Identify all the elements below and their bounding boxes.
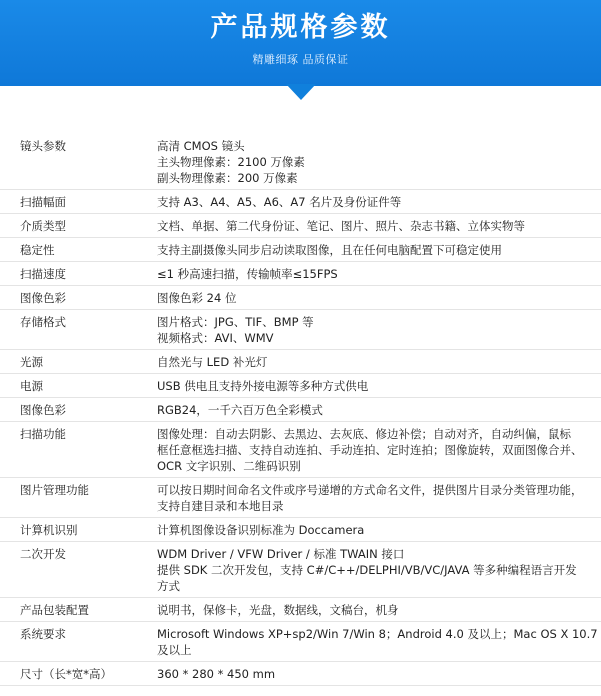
page-subtitle: 精雕细琢 品质保证 [252,53,349,66]
spec-value [157,350,601,373]
spec-label: 光源 [20,355,43,369]
spec-label: 产品包装配置 [20,603,89,617]
spec-value-line: ≤1 秒高速扫描，传输帧率≤15FPS [157,267,338,281]
spec-value [157,262,601,285]
spec-value-line: OCR 文字识别、二维码识别 [157,459,301,473]
banner-pointer-arrow [286,84,316,100]
spec-value-line: WDM Driver / VFW Driver / 标准 TWAIN 接口 [157,547,405,561]
spec-value-line: 高清 CMOS 镜头 [157,139,245,153]
spec-label: 介质类型 [20,219,66,233]
spec-value-line: RGB24，一千六百万色全彩模式 [157,403,323,417]
spec-label: 扫描幅面 [20,195,66,209]
spec-value-line: 图像处理：自动去阴影、去黑边、去灰底、修边补偿；自动对齐，自动纠偏，鼠标 [157,427,571,441]
spec-value-line: 提供 SDK 二次开发包，支持 C#/C++/DELPHI/VB/VC/JAVA 等多种编程语言开发 [157,563,577,577]
spec-row [0,422,601,478]
spec-row [0,374,601,398]
spec-label: 镜头参数 [20,139,66,153]
spec-value [157,518,601,541]
spec-label: 存储格式 [20,315,66,329]
spec-value-line: 文档、单据、第二代身份证、笔记、图片、照片、杂志书籍、立体实物等 [157,219,525,233]
spec-value [157,598,601,621]
spec-row [0,598,601,622]
spec-row [0,542,601,598]
spec-label: 扫描速度 [20,267,66,281]
spec-label: 图像色彩 [20,291,66,305]
spec-label: 二次开发 [20,547,66,561]
spec-value-line: 360 * 280 * 450 mm [157,667,276,681]
spec-value-line: 图片格式：JPG、TIF、BMP 等 [157,315,314,329]
spec-row [0,622,601,662]
spec-value-line: 及以上 [157,643,192,657]
spec-row [0,262,601,286]
spec-value-line: 方式 [157,579,180,593]
spec-row [0,662,601,686]
spec-row [0,286,601,310]
spec-value [157,190,601,213]
spec-label: 图片管理功能 [20,483,89,497]
spec-value-line: 自然光与 LED 补光灯 [157,355,268,369]
spec-row [0,398,601,422]
spec-label: 系统要求 [20,627,66,641]
header-banner [0,0,601,86]
spec-value [157,478,601,517]
spec-label: 尺寸（长*宽*高） [20,667,112,681]
spec-table [0,134,601,686]
spec-value [157,286,601,309]
page-title: 产品规格参数 [210,12,391,43]
spec-value-line: 说明书，保修卡，光盘，数据线，文稿台，机身 [157,603,399,617]
spec-value [157,662,601,685]
spec-value [157,422,601,477]
spec-value-line: USB 供电且支持外接电源等多种方式供电 [157,379,369,393]
spec-row [0,310,601,350]
spec-row [0,134,601,190]
spec-value [157,134,601,189]
spec-value-line: 主头物理像素：2100 万像素 [157,155,305,169]
spec-row [0,214,601,238]
spec-value-line: 副头物理像素：200 万像素 [157,171,298,185]
spec-value-line: Microsoft Windows XP+sp2/Win 7/Win 8；Android 4.0 及以上；Mac OS X 10.7 [157,627,598,641]
spec-value [157,214,601,237]
spec-value-line: 图像色彩 24 位 [157,291,237,305]
spec-value-line: 视频格式：AVI、WMV [157,331,274,345]
spec-value [157,542,601,597]
spec-value [157,238,601,261]
spec-value-line: 框任意框选扫描、支持自动连拍、手动连拍、定时连拍；图像旋转，双面图像合并、 [157,443,583,457]
spec-value [157,622,601,661]
spec-value-line: 支持 A3、A4、A5、A6、A7 名片及身份证件等 [157,195,402,209]
spec-label: 电源 [20,379,43,393]
spec-value-line: 支持自建目录和本地目录 [157,499,284,513]
spec-label: 计算机识别 [20,523,78,537]
spec-row [0,238,601,262]
spec-label: 图像色彩 [20,403,66,417]
spec-row [0,350,601,374]
spec-value [157,398,601,421]
spec-label: 稳定性 [20,243,55,257]
spec-value [157,374,601,397]
spec-row [0,478,601,518]
spec-value-line: 可以按日期时间命名文件或序号递增的方式命名文件，提供图片目录分类管理功能， [157,483,583,497]
spec-label: 扫描功能 [20,427,66,441]
spec-value [157,310,601,349]
spec-row [0,518,601,542]
spec-row [0,190,601,214]
spec-value-line: 支持主副摄像头同步启动读取图像，且在任何电脑配置下可稳定使用 [157,243,502,257]
spec-value-line: 计算机图像设备识别标准为 Doccamera [157,523,365,537]
